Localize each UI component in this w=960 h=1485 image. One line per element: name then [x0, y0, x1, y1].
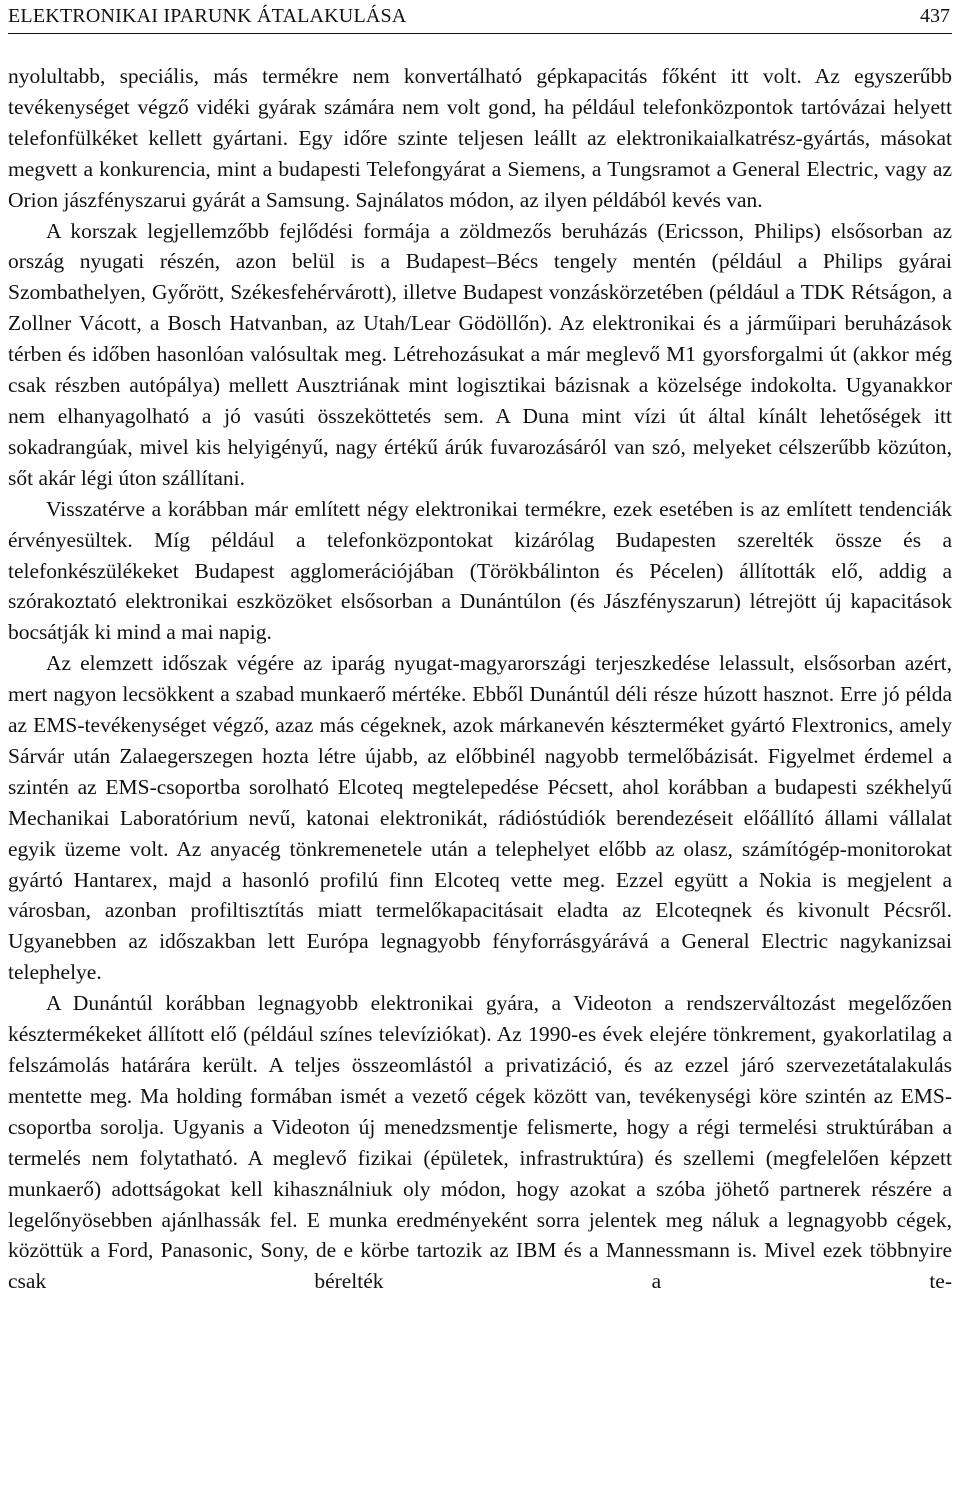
book-page [8, 0, 952, 1485]
body-text [8, 61, 952, 1297]
paragraph-4: Az elemzett időszak végére az iparág nyugat-magyarországi terjeszkedése lelassult, elsősorban azért, mert nagyon lecsökkent a szabad munkaerő mértéke. Ebből Dunántúl déli része húzott hasznot. Erre jó példa az EMS-tevékenységet végző, azaz más cégeknek, azok márkanevén készterméket gyártó Flextronics, amely Sárvár után Zalaegerszegen hozta létre újabb, az előbbinél nagyobb termelőbázisát. Figyelmet érdemel a szintén az EMS-csoportba sorolható Elcoteq megtelepedése Pécsett, ahol korábban a budapesti székhelyű Mechanikai Laboratórium nevű, katonai elektronikát, rádióstúdiók berendezéseit előállító állami vállalat egyik üzeme volt. Az anyacég tönkremenetele után a telephelyet előbb az olasz, számítógép-monitorokat gyártó Hantarex, majd a hasonló profilú finn Elcoteq vette meg. Ezzel együtt a Nokia is megjelent a városban, azonban profiltisztítás miatt termelőkapacitásait eladta az Elcoteqnek és kivonult Pécsről. Ugyanebben az időszakban lett Európa legnagyobb fényforrásgyárává a General Electric nagykanizsai telephelye. [8, 651, 952, 985]
running-header [8, 0, 952, 34]
running-title: ELEKTRONIKAI IPARUNK ÁTALAKULÁSA [8, 5, 407, 27]
page-number: 437 [920, 5, 950, 27]
paragraph-5: A Dunántúl korábban legnagyobb elektronikai gyára, a Videoton a rendszerváltozást megelőzően késztermékeket állított elő (például színes televíziókat). Az 1990-es évek elejére tönkrement, gyakorlatilag a felszámolás határára került. A teljes összeomlástól a privatizáció, és az ezzel járó szervezetátalakulás mentette meg. Ma holding formában ismét a vezető cégek között van, tevékenységi köre szintén az EMS-csoportba sorolja. Ugyanis a Videoton új menedzsmentje felismerte, hogy a régi termelési struktúrában a termelés nem folytatható. A meglevő fizikai (épületek, infrastruktúra) és szellemi (megfelelően képzett munkaerő) adottságokat kell kihasználniuk oly módon, hogy azokat a szóba jöhető partnerek részére a legelőnyösebben ajánlhassák fel. E munka eredményeként sorra jelentek meg náluk a legnagyobb cégek, közöttük a Ford, Panasonic, Sony, de e körbe tartozik az IBM és a Mannessmann is. Mivel ezek többnyire csak bérelték a te- [8, 991, 952, 1294]
paragraph-2: A korszak legjellemzőbb fejlődési formája a zöldmezős beruházás (Ericsson, Philips) elsősorban az ország nyugati részén, azon belül is a Budapest–Bécs tengely mentén (például a Philips gyárai Szombathelyen, Győrött, Székesfehérvárott), illetve Budapest vonzáskörzetében (például a TDK Rétságon, a Zollner Vácott, a Bosch Hatvanban, az Utah/Lear Gödöllőn). Az elektronikai és a járműipari beruházások térben és időben hasonlóan valósultak meg. Létrehozásukat a már meglevő M1 gyorsforgalmi út (akkor még csak részben autópálya) mellett Ausztriának mint logisztikai bázisnak a közelsége indokolta. Ugyanakkor nem elhanyagolható a jó vasúti összeköttetés sem. A Duna mint vízi út által kínált lehetőségek itt sokadrangúak, mivel kis helyigényű, nagy értékű árúk fuvarozásáról van szó, melyeket célszerűbb közúton, sőt akár légi úton szállítani. [8, 218, 952, 490]
paragraph-1: nyolultabb, speciális, más termékre nem konvertálható gépkapacitás főként itt volt. Az egyszerűbb tevékenységet végző vidéki gyárak számára nem volt gond, ha például telefonközpontok tartóvázai helyett telefonfülkéket kellett gyártani. Egy időre szinte teljesen leállt az elektronikaialkatrész-gyártás, másokat megvett a konkurencia, mint a budapesti Telefongyárat a Siemens, a Tungsramot a General Electric, vagy az Orion jászfényszarui gyárát a Samsung. Sajnálatos módon, az ilyen példából kevés van. [8, 64, 952, 212]
paragraph-3: Visszatérve a korábban már említett négy elektronikai termékre, ezek esetében is az említett tendenciák érvényesültek. Míg például a telefonközpontokat kizárólag Budapesten szerelték össze és a telefonkészülékeket Budapest agglomerációjában (Törökbálinton és Pécelen) állították elő, addig a szórakoztató elektronikai eszközöket elsősorban a Dunántúlon (és Jászfényszarun) létrejött új kapacitások bocsátják ki mind a mai napig. [8, 496, 952, 645]
